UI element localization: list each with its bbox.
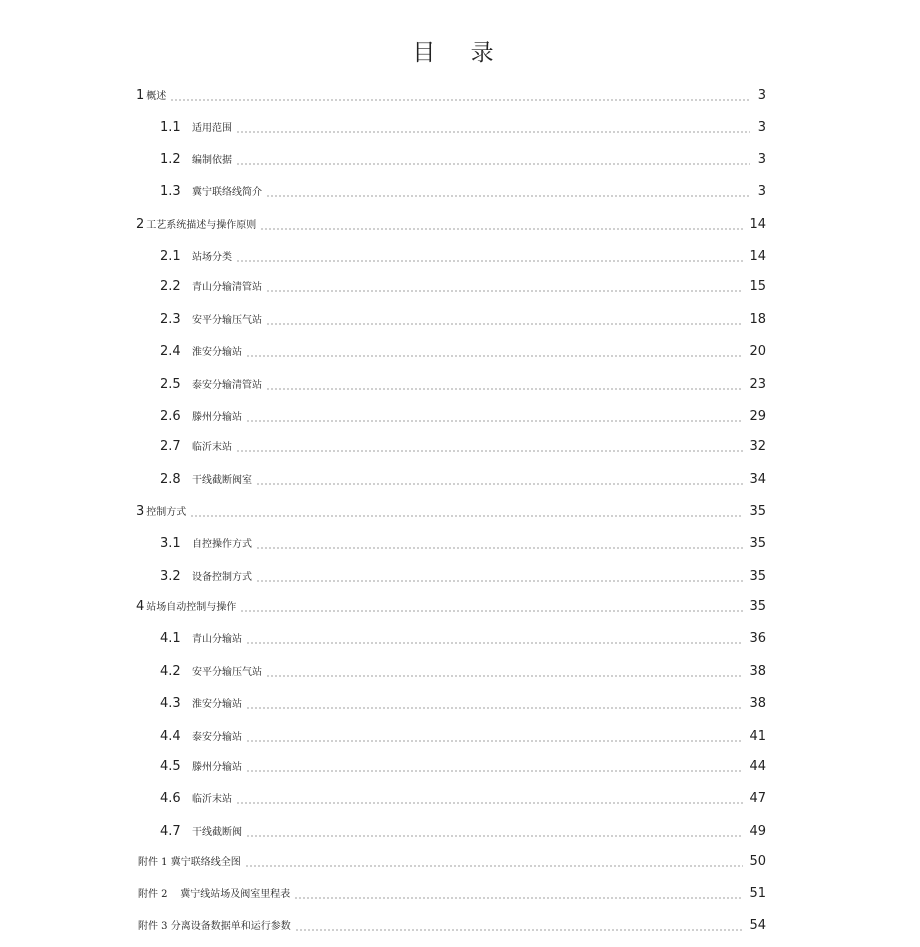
toc-entry-page-number: 3 xyxy=(757,152,766,167)
toc-entry-number: 2 xyxy=(136,217,145,232)
toc-entry-title: 干线截断阀室 xyxy=(192,475,252,486)
toc-leader-dots xyxy=(294,897,743,899)
toc-entry[interactable] xyxy=(160,820,766,840)
toc-leader-dots xyxy=(246,420,743,422)
toc-entry-page-number: 36 xyxy=(749,631,766,646)
toc-entry-page-number: 54 xyxy=(749,918,766,933)
toc-entry-number: 3.2 xyxy=(160,569,181,584)
toc-entry-page-number: 20 xyxy=(749,344,766,359)
toc-entry-title: 站场自动控制与操作 xyxy=(146,602,237,613)
toc-leader-dots xyxy=(246,642,743,644)
toc-leader-dots xyxy=(170,99,750,101)
toc-entry[interactable] xyxy=(160,565,766,585)
toc-leader-dots xyxy=(266,195,750,197)
toc-entry-title: 概述 xyxy=(146,91,167,102)
toc-entry[interactable] xyxy=(160,405,766,425)
toc-entry[interactable] xyxy=(160,468,766,488)
toc-entry-number: 3.1 xyxy=(160,536,181,551)
toc-entry[interactable] xyxy=(160,627,766,647)
toc-leader-dots xyxy=(246,707,743,709)
toc-leader-dots xyxy=(246,835,743,837)
toc-entry-title: 泰安分输站 xyxy=(192,732,242,743)
toc-entry-page-number: 51 xyxy=(749,886,766,901)
toc-entry-number: 4.4 xyxy=(160,729,181,744)
toc-entry-page-number: 35 xyxy=(749,504,766,519)
toc-leader-dots xyxy=(246,355,743,357)
toc-leader-dots xyxy=(256,547,743,549)
toc-entry[interactable] xyxy=(160,725,766,745)
toc-entry-page-number: 50 xyxy=(749,854,766,869)
toc-entry[interactable] xyxy=(160,532,766,552)
toc-entry[interactable] xyxy=(160,435,766,455)
toc-entry-number: 2.2 xyxy=(160,279,181,294)
toc-entry-number: 4.1 xyxy=(160,631,181,646)
toc-entry-title: 工艺系统描述与操作原则 xyxy=(146,220,257,231)
toc-entry-title: 青山分输站 xyxy=(192,634,242,645)
toc-entry-title: 泰安分输清管站 xyxy=(192,380,262,391)
toc-entry-page-number: 47 xyxy=(749,791,766,806)
toc-leader-dots xyxy=(236,450,743,452)
toc-entry-page-number: 35 xyxy=(749,599,766,614)
toc-entry-number: 1.3 xyxy=(160,184,181,199)
toc-leader-dots xyxy=(266,323,743,325)
toc-leader-dots xyxy=(295,929,744,931)
toc-entry[interactable] xyxy=(136,213,766,233)
toc-entry[interactable] xyxy=(160,755,766,775)
toc-entry-number: 1 xyxy=(136,88,145,103)
toc-leader-dots xyxy=(256,483,743,485)
toc-entry-title: 临沂末站 xyxy=(192,442,232,453)
toc-leader-dots xyxy=(246,770,743,772)
toc-entry-number: 4.6 xyxy=(160,791,181,806)
toc-entry-number: 1.1 xyxy=(160,120,181,135)
toc-leader-dots xyxy=(245,865,744,867)
toc-entry-page-number: 34 xyxy=(749,472,766,487)
toc-entry-number: 1.2 xyxy=(160,152,181,167)
toc-entry-number: 4 xyxy=(136,599,145,614)
toc-leader-dots xyxy=(236,260,743,262)
toc-entry-page-number: 14 xyxy=(749,249,766,264)
toc-entry-number: 4.5 xyxy=(160,759,181,774)
toc-entry[interactable] xyxy=(160,373,766,393)
toc-entry-page-number: 3 xyxy=(757,120,766,135)
toc-entry-page-number: 15 xyxy=(749,279,766,294)
toc-entry-number: 4.2 xyxy=(160,664,181,679)
toc-entry[interactable] xyxy=(136,850,766,870)
toc-entry-title: 编制依据 xyxy=(192,155,232,166)
toc-entry-title: 设备控制方式 xyxy=(192,572,252,583)
toc-leader-dots xyxy=(256,580,743,582)
toc-entry-title: 安平分输压气站 xyxy=(192,315,262,326)
toc-entry-number: 2.3 xyxy=(160,312,181,327)
toc-entry-page-number: 3 xyxy=(757,184,766,199)
toc-entry[interactable] xyxy=(136,500,766,520)
toc-entry-page-number: 35 xyxy=(749,569,766,584)
toc-entry-number: 2.1 xyxy=(160,249,181,264)
toc-entry-number: 2.8 xyxy=(160,472,181,487)
toc-entry[interactable] xyxy=(160,308,766,328)
toc-entry-title: 临沂末站 xyxy=(192,794,232,805)
toc-entry[interactable] xyxy=(136,595,766,615)
toc-entry[interactable] xyxy=(160,148,766,168)
toc-entry-title: 站场分类 xyxy=(192,252,232,263)
toc-entry-title: 安平分输压气站 xyxy=(192,667,262,678)
toc-entry-page-number: 3 xyxy=(757,88,766,103)
toc-entry-page-number: 29 xyxy=(749,409,766,424)
toc-entry[interactable] xyxy=(160,180,766,200)
toc-entry-page-number: 49 xyxy=(749,824,766,839)
toc-entry-page-number: 38 xyxy=(749,696,766,711)
toc-entry-title: 附件 2 冀宁线站场及阀室里程表 xyxy=(138,889,291,900)
toc-entry[interactable] xyxy=(160,275,766,295)
toc-entry[interactable] xyxy=(136,914,766,934)
toc-entry-title: 滕州分输站 xyxy=(192,412,242,423)
toc-leader-dots xyxy=(266,388,743,390)
toc-entry-title: 淮安分输站 xyxy=(192,699,242,710)
toc-entry-title: 控制方式 xyxy=(146,507,187,518)
toc-leader-dots xyxy=(236,131,750,133)
toc-entry[interactable] xyxy=(160,116,766,136)
toc-leader-dots xyxy=(260,228,743,230)
toc-entry-page-number: 38 xyxy=(749,664,766,679)
toc-entry-page-number: 35 xyxy=(749,536,766,551)
toc-entry-number: 3 xyxy=(136,504,145,519)
toc-entry-number: 2.4 xyxy=(160,344,181,359)
toc-leader-dots xyxy=(236,802,743,804)
toc-leader-dots xyxy=(266,675,743,677)
toc-entry[interactable] xyxy=(136,882,766,902)
toc-entry-number: 2.5 xyxy=(160,377,181,392)
toc-entry-page-number: 23 xyxy=(749,377,766,392)
toc-entry-number: 2.7 xyxy=(160,439,181,454)
toc-entry-page-number: 41 xyxy=(749,729,766,744)
toc-entry-title: 青山分输清管站 xyxy=(192,282,262,293)
toc-entry[interactable] xyxy=(160,692,766,712)
toc-entry-title: 附件 1 冀宁联络线全图 xyxy=(138,857,241,868)
toc-entry[interactable] xyxy=(160,245,766,265)
toc-leader-dots xyxy=(236,163,750,165)
toc-entry[interactable] xyxy=(136,84,766,104)
toc-entry-number: 4.7 xyxy=(160,824,181,839)
toc-entry-title: 冀宁联络线简介 xyxy=(192,187,262,198)
page-title: 目 录 xyxy=(412,40,508,66)
toc-entry-title: 自控操作方式 xyxy=(192,539,252,550)
toc-entry-title: 附件 3 分离设备数据单和运行参数 xyxy=(138,921,291,932)
toc-entry-title: 干线截断阀 xyxy=(192,827,242,838)
toc-entry-title: 滕州分输站 xyxy=(192,762,242,773)
toc-entry-page-number: 44 xyxy=(749,759,766,774)
toc-entry-title: 淮安分输站 xyxy=(192,347,242,358)
toc-entry-page-number: 18 xyxy=(749,312,766,327)
toc-leader-dots xyxy=(266,290,743,292)
toc-leader-dots xyxy=(190,515,743,517)
toc-leader-dots xyxy=(246,740,743,742)
toc-entry[interactable] xyxy=(160,660,766,680)
toc-entry-page-number: 14 xyxy=(749,217,766,232)
toc-entry-number: 4.3 xyxy=(160,696,181,711)
toc-entry[interactable] xyxy=(160,340,766,360)
toc-entry-number: 2.6 xyxy=(160,409,181,424)
toc-entry-title: 适用范围 xyxy=(192,123,232,134)
toc-entry[interactable] xyxy=(160,787,766,807)
toc-entry-page-number: 32 xyxy=(749,439,766,454)
toc-leader-dots xyxy=(240,610,743,612)
